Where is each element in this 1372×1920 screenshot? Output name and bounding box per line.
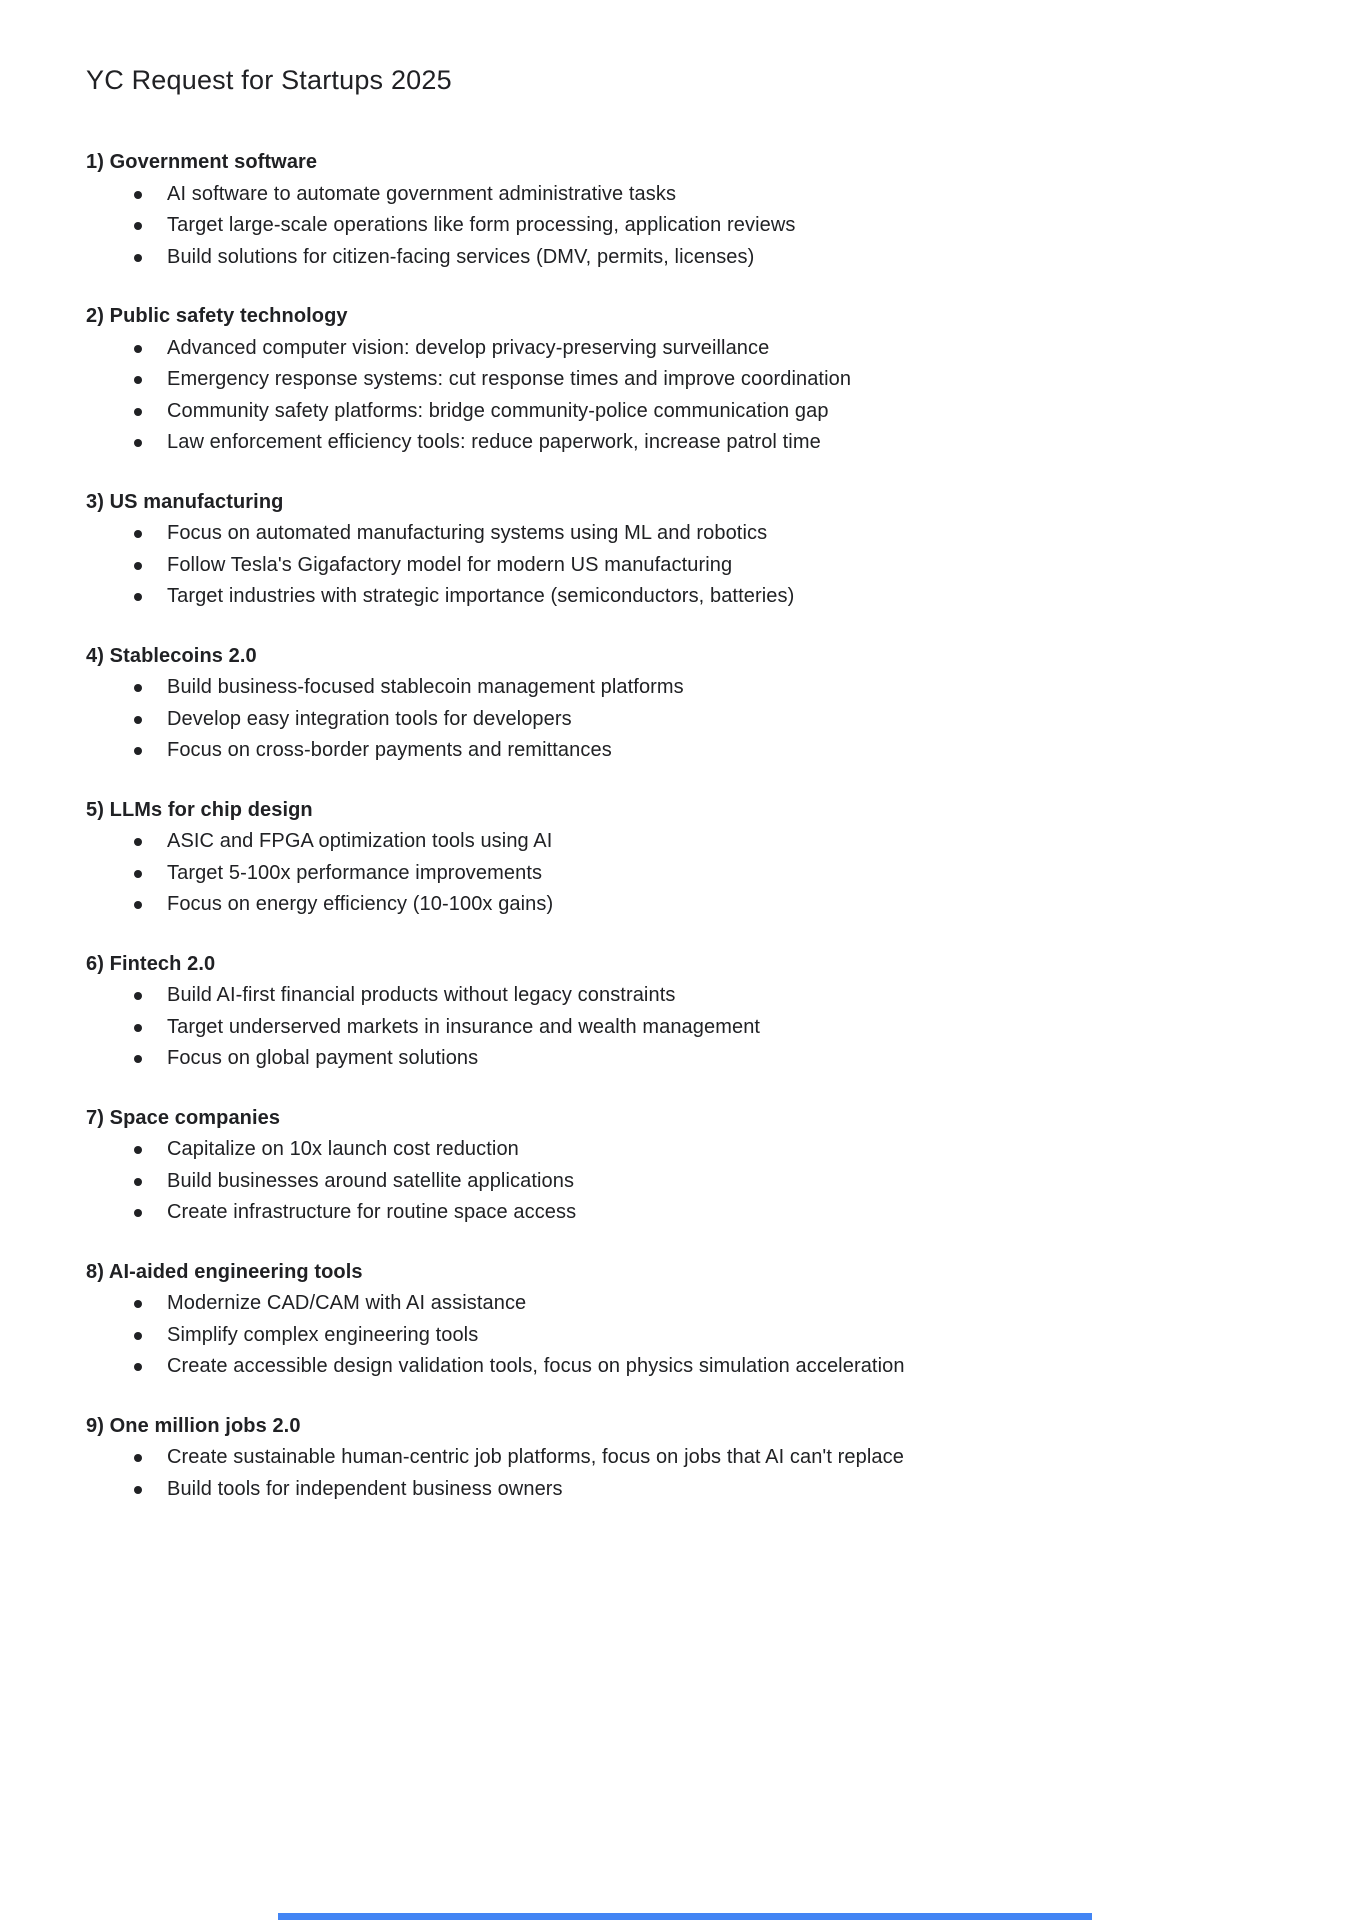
- list-item: [86, 1134, 1282, 1166]
- bullet-text: Target 5-100x performance improvements: [167, 861, 543, 884]
- list-item: [86, 1043, 1282, 1075]
- section-ai-engineering-tools: [86, 1257, 1282, 1383]
- bullet-text: Target industries with strategic importance (semiconductors, batteries): [167, 585, 795, 607]
- bullet-text: Law enforcement efficiency tools: reduce paperwork, increase patrol time: [167, 431, 821, 453]
- bullet-icon: [134, 870, 142, 878]
- bullet-icon: [134, 684, 142, 692]
- bullet-list: [86, 518, 1282, 613]
- bullet-text: Capitalize on 10x launch cost reduction: [167, 1138, 519, 1160]
- bullet-icon: [134, 1363, 142, 1371]
- bullet-icon: [134, 345, 142, 353]
- bullet-text: Target large-scale operations like form processing, application reviews: [167, 214, 796, 236]
- section-fintech: [86, 949, 1282, 1075]
- bullet-icon: [134, 716, 142, 724]
- bullet-icon: [134, 593, 142, 601]
- list-item: [86, 1288, 1282, 1320]
- list-item: [86, 889, 1282, 921]
- list-item: [86, 179, 1282, 211]
- bullet-text: ASIC and FPGA optimization tools using AI: [167, 830, 553, 852]
- list-item: [86, 518, 1282, 550]
- bullet-text: Focus on cross-border payments and remittances: [167, 739, 612, 761]
- list-item: [86, 735, 1282, 767]
- list-item: [86, 1442, 1282, 1474]
- section-heading: 3) US manufacturing: [86, 490, 284, 513]
- section-heading: 2) Public safety technology: [86, 305, 348, 327]
- section-stablecoins: [86, 641, 1282, 767]
- bullet-icon: [134, 530, 142, 538]
- bullet-text: Simplify complex engineering tools: [167, 1323, 479, 1346]
- bullet-icon: [134, 992, 142, 1000]
- list-item: [86, 550, 1282, 582]
- list-item: [86, 1474, 1282, 1506]
- bullet-text: Emergency response systems: cut response times and improve coordination: [167, 368, 852, 390]
- bullet-icon: [134, 1332, 142, 1340]
- section-heading: 9) One million jobs 2.0: [86, 1414, 301, 1437]
- section-llms-chip-design: [86, 795, 1282, 921]
- list-item: [86, 242, 1282, 274]
- bullet-icon: [134, 1486, 142, 1494]
- bullet-icon: [134, 408, 142, 416]
- section-heading: 6) Fintech 2.0: [86, 952, 216, 975]
- list-item: [86, 1351, 1282, 1383]
- bullet-icon: [134, 1024, 142, 1032]
- bullet-text: Target underserved markets in insurance and wealth management: [167, 1015, 761, 1038]
- bullet-icon: [134, 439, 142, 447]
- bullet-icon: [134, 747, 142, 755]
- list-item: [86, 826, 1282, 858]
- document-body: [86, 147, 1282, 1505]
- bullet-text: Follow Tesla's Gigafactory model for modern US manufacturing: [167, 553, 733, 576]
- bottom-accent-bar: [278, 1913, 1092, 1920]
- bullet-icon: [134, 1454, 142, 1462]
- bullet-list: [86, 980, 1282, 1075]
- list-item: [86, 1197, 1282, 1229]
- bullet-text: Build tools for independent business owners: [167, 1477, 563, 1500]
- list-item: [86, 1012, 1282, 1044]
- list-item: [86, 333, 1282, 365]
- bullet-icon: [134, 1300, 142, 1308]
- bullet-text: Create accessible design validation tools, focus on physics simulation acceleration: [167, 1355, 905, 1377]
- list-item: [86, 210, 1282, 242]
- bullet-icon: [134, 376, 142, 384]
- bullet-text: Develop easy integration tools for developers: [167, 707, 572, 730]
- bullet-list: [86, 826, 1282, 921]
- section-heading: 1) Government software: [86, 151, 318, 173]
- bullet-text: Build solutions for citizen-facing services (DMV, permits, licenses): [167, 245, 755, 268]
- bullet-text: Create infrastructure for routine space access: [167, 1201, 577, 1223]
- bullet-text: Build AI-first financial products without legacy constraints: [167, 984, 676, 1006]
- bullet-text: Focus on energy efficiency (10-100x gains): [167, 893, 554, 915]
- bullet-list: [86, 672, 1282, 767]
- section-one-million-jobs: [86, 1411, 1282, 1506]
- list-item: [86, 1166, 1282, 1198]
- list-item: [86, 980, 1282, 1012]
- bullet-text: Focus on automated manufacturing systems using ML and robotics: [167, 522, 768, 544]
- bullet-text: Advanced computer vision: develop privacy-preserving surveillance: [167, 336, 770, 359]
- list-item: [86, 581, 1282, 613]
- section-heading: 8) AI-aided engineering tools: [86, 1260, 363, 1283]
- bullet-list: [86, 1134, 1282, 1229]
- bullet-text: Create sustainable human-centric job platforms, focus on jobs that AI can't replace: [167, 1446, 904, 1468]
- bullet-list: [86, 179, 1282, 274]
- bullet-icon: [134, 1209, 142, 1217]
- section-public-safety: [86, 301, 1282, 459]
- bullet-icon: [134, 1055, 142, 1063]
- list-item: [86, 672, 1282, 704]
- section-government-software: [86, 147, 1282, 273]
- section-heading: 4) Stablecoins 2.0: [86, 644, 257, 667]
- bullet-icon: [134, 1178, 142, 1186]
- bullet-text: Community safety platforms: bridge community-police communication gap: [167, 399, 829, 422]
- bullet-icon: [134, 1146, 142, 1154]
- list-item: [86, 364, 1282, 396]
- list-item: [86, 858, 1282, 890]
- bullet-icon: [134, 838, 142, 846]
- bullet-list: [86, 1442, 1282, 1505]
- bullet-icon: [134, 191, 142, 199]
- list-item: [86, 1320, 1282, 1352]
- section-heading: 5) LLMs for chip design: [86, 798, 313, 821]
- bullet-text: Build business-focused stablecoin management platforms: [167, 676, 684, 698]
- bullet-list: [86, 333, 1282, 459]
- section-us-manufacturing: [86, 487, 1282, 613]
- bullet-icon: [134, 222, 142, 230]
- list-item: [86, 427, 1282, 459]
- section-space-companies: [86, 1103, 1282, 1229]
- document-title: YC Request for Startups 2025: [86, 65, 452, 95]
- bullet-list: [86, 1288, 1282, 1383]
- bullet-text: AI software to automate government administrative tasks: [167, 182, 677, 205]
- bullet-text: Focus on global payment solutions: [167, 1047, 479, 1069]
- section-heading: 7) Space companies: [86, 1106, 281, 1129]
- bullet-text: Build businesses around satellite applications: [167, 1169, 575, 1192]
- bullet-icon: [134, 901, 142, 909]
- list-item: [86, 396, 1282, 428]
- bullet-icon: [134, 562, 142, 570]
- bullet-icon: [134, 254, 142, 262]
- bullet-text: Modernize CAD/CAM with AI assistance: [167, 1292, 527, 1314]
- list-item: [86, 704, 1282, 736]
